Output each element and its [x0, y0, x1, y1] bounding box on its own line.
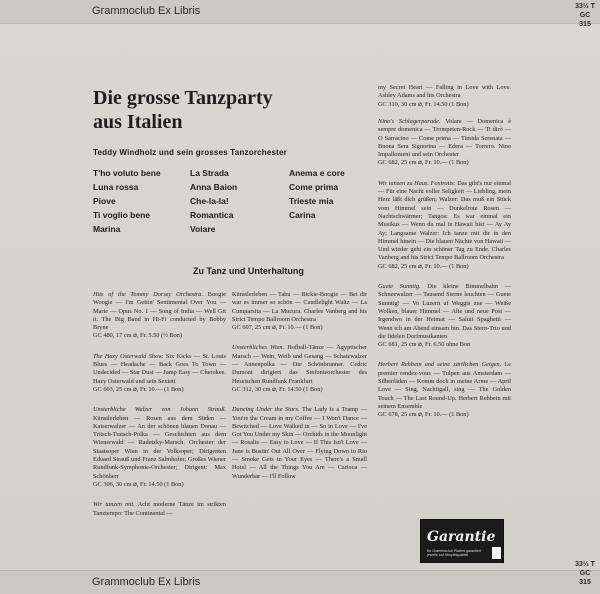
catalog-prefix: GC [579, 570, 591, 577]
track: Trieste mia [289, 196, 334, 206]
catalog-column-b [232, 291, 367, 493]
guarantee-subtext: für Grammoclub Platten garantiert jeweils auf Abspielqualität [427, 549, 482, 558]
entry-body: Le premier rendez-vous — Tulpen aus Amsterdam — Silberfäden — Komm doch in meine Arme — April Love — Sing, Nachtigall, sing — The Golden Touch — The Last Round-Up. Herbert Rehbein mit seinem Ensemble [378, 361, 511, 410]
entry-code: GC 607, 25 cm ⌀, Fr. 10.— (1 Bon) [232, 324, 323, 332]
seal-icon [492, 547, 501, 559]
album-title-line-2: aus Italien [93, 111, 183, 133]
entry-title: Nino's Schlagerparade. [378, 118, 441, 125]
catalog-speed: 33⅓ T [575, 3, 595, 10]
catalog-speed: 33⅓ T [575, 561, 595, 568]
catalog-entry [378, 361, 511, 419]
catalog-entry [378, 118, 511, 168]
catalog-entry [232, 406, 367, 481]
album-title-line-1: Die grosse Tanzparty [93, 87, 273, 109]
guarantee-word: Garantie [427, 529, 496, 545]
tracklist-column-3 [289, 166, 345, 222]
entry-code: GC 681, 25 cm ⌀, Fr. 6.50 ohne Bon [378, 341, 471, 349]
catalog-entry [232, 344, 367, 394]
artist-name: Teddy Windholz und sein grosses Tanzorchester [93, 148, 287, 157]
entry-title: Herbert Rehbein und seine zärtlichen Geigen. [378, 361, 502, 369]
entry-title: Guete Sunntig. [378, 283, 421, 291]
track: Ti voglio bene [93, 210, 150, 220]
entry-body: Volare — Domenica è sempre domenica — Trompeten-Rock — Ti dirò — O Sarracino — Come prima — Timida Serenata — Buona Sera Signorina — Edera — Torrero. Nino Impallomeni und sein Orchester [378, 118, 511, 159]
catalog-prefix: GC [579, 12, 591, 19]
entry-code: GC 682, 25 cm ⌀, Fr. 10.— (1 Bon) [378, 262, 469, 270]
entry-body: Künstlerleben — Rosen aus dem Süden — Kaiserwalzer — An der schönen blauen Donau — Tritsch-Tratsch-Polka — Geschichten aus dem Wienerwald — Radetzky-Marsch. Orchester der Staatsoper Wien in der Volksoper; Dirigenten Eduard Strauß und Franz Salmhofer; Großes Wiener Rundfunk-Symphonie-Orchester; Dirigent: Max Schönherr [93, 414, 226, 480]
entry-title: Unsterbliches Wien. [232, 344, 285, 352]
section-subtitle: Zu Tanz und Unterhaltung [193, 266, 304, 276]
entry-title: Unsterbliche Walzer von Johann Strauß. [93, 406, 226, 414]
catalog-column-d [378, 118, 511, 432]
track: Volare [190, 224, 216, 234]
entry-title: Wir tanzen zu Haus. Foxtrotts: [378, 179, 456, 187]
footer-label: Grammoclub Ex Libris [92, 576, 201, 588]
catalog-entry [378, 283, 511, 349]
catalog-entry [93, 291, 226, 341]
catalog-entry [93, 353, 226, 394]
catalog-entry [378, 180, 511, 271]
catalog-number-bottom [572, 560, 598, 594]
track: La Strada [190, 168, 229, 178]
entry-code: GC 678, 25 cm ⌀, Fr. 10.— (1 Bon) [378, 411, 469, 419]
header-label: Grammoclub Ex Libris [92, 5, 201, 17]
entry-code: GC 310, 30 cm ⌀, Fr. 14.50 (1 Bon) [378, 100, 469, 108]
entry-body: my Secret Heart — Falling in Love with Love. Ashley Adams and his Orchestra [378, 84, 511, 100]
entry-body: Das gibt's nur einmal — Für eine Nacht voller Seligkeit — Liebling, mein Herz läßt dich grüßen; Walzer: Das muß ein Stück vom Himmel sein — Dunkelrote Rosen — Nachtschwärmer; Tangos: Es war einmal ein Musikus — Wenn du mal in Hawaii bist — Ay Ay Ay; Langsame Walzer: Ich tanze mit dir in den Himmel hinein — Die blauen Nächte von Hawaii — Und wieder geht ein schöner Tag zu Ende. Charles Vanberg and his Strict Tempo Ballroom Orchestra [378, 179, 511, 262]
entry-code: GC 480, 17 cm ⌀, Fr. 5.50 (½ Bon) [93, 332, 182, 340]
entry-body: Die kleine Bimmelbahn — Schneewalzer — Tausend Sterne leuchten — Guete Sunntig! — Vo Luzern uf Weggis zue — Weiße Wolken, blauer Himmel — Alte und neue Post — Irgendwo in der Heimat — Saluti Spaghetti — Wenn ich am Abend einsam bin. Das Stern-Trio und die fidelen Dorfmusikanten [378, 283, 511, 340]
track: Anna Baion [190, 182, 238, 192]
header-band [0, 0, 600, 24]
entry-body: The Lady is a Tramp — You're the Cream in my Coffee — I Won't Dance — Bewitched — Love Walked in — So in Love — I've Got You Under my Skin — Orchids in the Moonlight — Rosalie — Easy to Love — If This Isn't Love — June is Bustin' Out All Over — Flying Down to Rio — Smoke Gets in Your Eyes — There's a Small Hotel — All the Things You Are — Carioca — Wunderbar — I'll Follow [232, 406, 367, 480]
entry-code: GC 682, 25 cm ⌀, Fr. 10.— (1 Bon) [378, 159, 469, 167]
track: Che-la-la! [190, 196, 229, 206]
entry-code: GC 312, 30 cm ⌀, Fr. 14.50 (1 Bon) [232, 385, 323, 393]
tracklist-column-1 [93, 166, 161, 236]
catalog-number: 315 [579, 579, 591, 586]
entry-body: Hofball-Tänze — Ägyptischer Marsch — Wein, Weib und Gesang — Schatzwalzer — Annenpolka — Die Schönbrunner. Cedric Dumont dirigiert das Sinfonieorchester des Hessischen Rundfunk Frankfurt [232, 344, 368, 385]
entry-body: Boogie Woogie — I'm Gettin' Sentimental Over You — Marie — Opus No. 1 — Song of India — Well Git it. The Big Band in Hi-Fi conducted by Bobby Bryne [93, 291, 226, 332]
entry-body: Six Kicks — St. Louis Blues — Headache — Back Goes To Town — Undecided — Star Dust — Jump Easy — Cherokee. Hazy Osterwald und sein Sextett [93, 352, 227, 385]
catalog-entry [93, 501, 226, 518]
entry-body: Künstlerleben — Tabu — Bickie-Boogie — Bei dir war es immer so schön — Candlelight Waltz — La Cumparsita — La Mucura. Charles Vanberg and his Strict Tempo Ballroom Orchestra [232, 291, 367, 323]
entry-title: The Hazy Osterwald Show. [93, 352, 164, 360]
catalog-number: 315 [579, 21, 591, 28]
catalog-column-c-continuation [378, 84, 511, 109]
entry-code: GC 306, 30 cm ⌀, Fr. 14.50 (1 Bon) [93, 480, 184, 488]
track: Anema e core [289, 168, 345, 178]
track: Romantica [190, 210, 234, 220]
entry-title: Wir tanzen mit. [93, 501, 135, 509]
track: Come prima [289, 182, 339, 192]
track: Luna rossa [93, 182, 139, 192]
track: Marina [93, 224, 121, 234]
guarantee-logo [420, 519, 504, 563]
catalog-entry [232, 291, 367, 332]
entry-title: Hits of the Tommy Dorsey Orchestra. [93, 291, 204, 298]
album-title [93, 86, 363, 134]
tracklist-column-2 [190, 166, 237, 236]
entry-code: GC 603, 25 cm ⌀, Fr. 10.— (1 Bon) [93, 385, 184, 393]
catalog-entry [93, 406, 226, 489]
entry-title: Dancing Under the Stars. [232, 406, 300, 414]
catalog-number-top [572, 2, 598, 46]
track: Piove [93, 196, 116, 206]
footer-band [0, 570, 600, 594]
track: Carina [289, 210, 316, 220]
entry-body: Acht moderne Tänze im strikten Tanztempo: The Continental — [93, 501, 226, 517]
track: T'ho voluto bene [93, 168, 161, 178]
catalog-column-a [93, 291, 226, 530]
